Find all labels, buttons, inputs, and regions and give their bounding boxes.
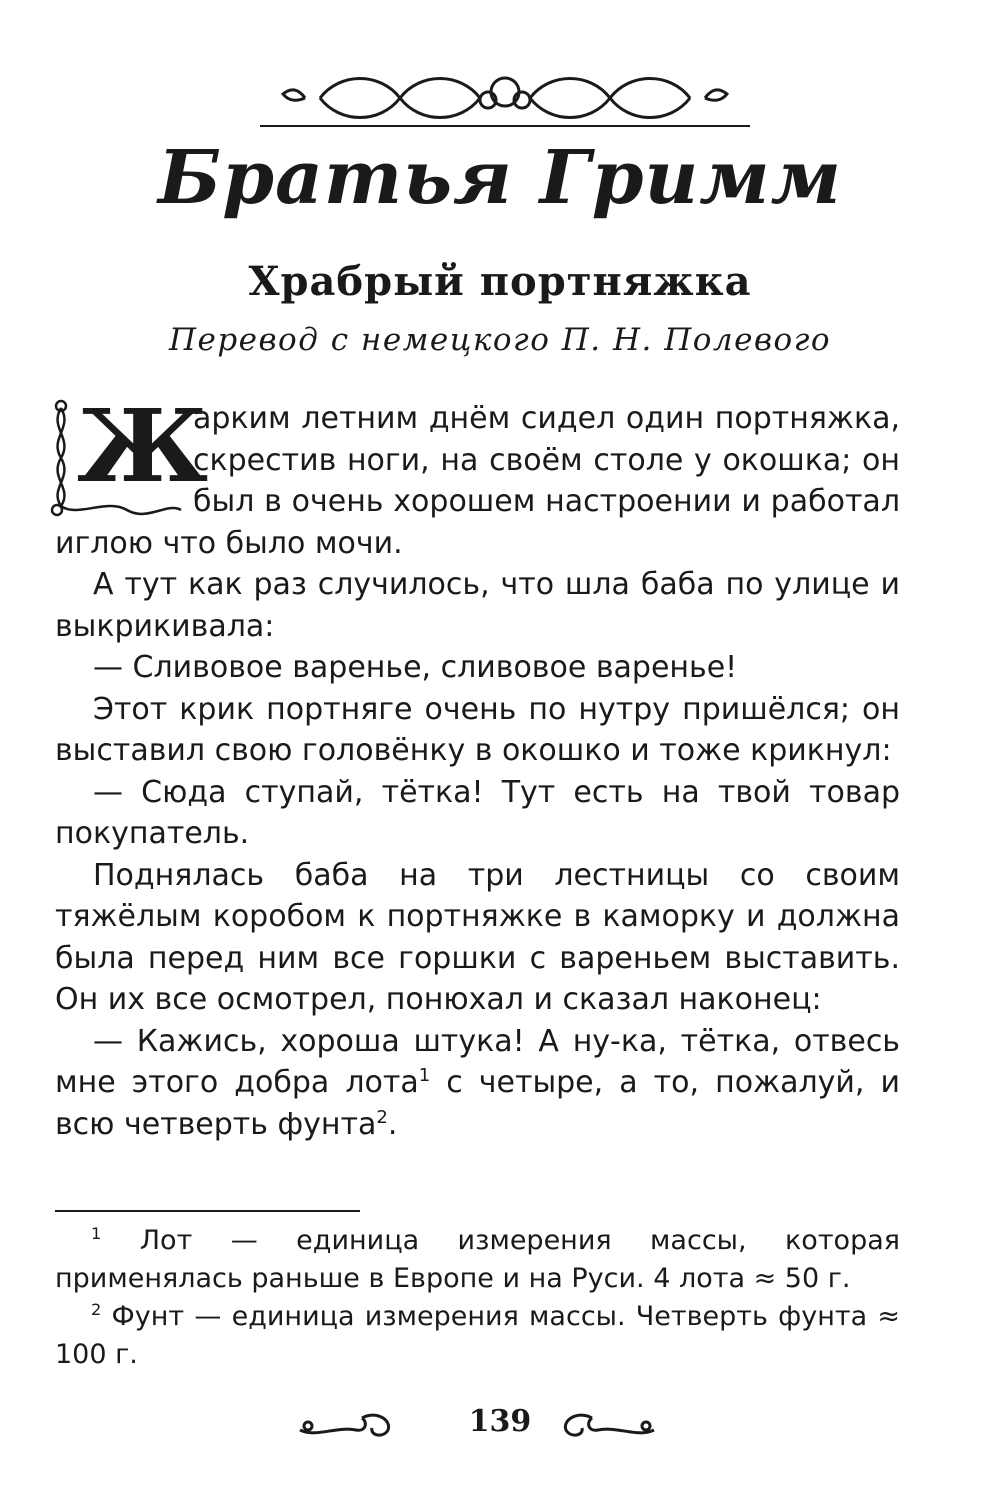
story-title: Храбрый портняжка <box>248 258 752 305</box>
paragraph-1 <box>55 387 900 564</box>
footnote-2 <box>55 1298 900 1374</box>
paragraph-4: Этот крик портняге очень по нутру пришёлся; он выставил свою головёнку в окошко и тоже крикнул: <box>55 691 900 768</box>
paragraph-7-text-c: . <box>387 1106 398 1142</box>
translator-credit: Перевод с немецкого П. Н. Полевого <box>168 322 832 358</box>
footnote-1-text: Лот — единица измерения массы, которая применялась раньше в Европе и на Руси. 4 лота ≈ 50 г. <box>55 1225 900 1294</box>
dropcap-letter: Ж <box>77 387 209 505</box>
paragraph-5: — Сюда ступай, тётка! Тут есть на твой товар покупатель. <box>55 774 900 851</box>
story-text <box>55 387 900 1145</box>
paragraph-7-text-a: — Кажись, хороша штука! А ну-ка, тётка, отвесь мне этого добра лота <box>55 1023 900 1100</box>
paragraph-2: А тут как раз случилось, что шла баба по улице и выкрикивала: <box>55 567 900 644</box>
top-flourish-ornament <box>260 62 750 134</box>
dropcap <box>47 387 209 522</box>
footnote-1-number: 1 <box>91 1224 102 1243</box>
footnote-ref-2: 2 <box>376 1106 388 1128</box>
footnote-1 <box>55 1222 900 1298</box>
footnotes <box>55 1222 900 1374</box>
page-number-right-flourish <box>548 1406 658 1442</box>
footnote-divider <box>55 1210 360 1212</box>
paragraph-1-text: арким летним днём сидел один портняжка, скрестив ноги, на своём столе у окошка; он был в очень хорошем настроении и работал иглою что было мочи. <box>55 401 900 561</box>
footnote-2-number: 2 <box>91 1300 102 1319</box>
paragraph-6: Поднялась баба на три лестницы со своим тяжёлым коробом к портняжке в каморку и должна была перед ним все горшки с вареньем выставить. Он их все осмотрел, понюхал и сказал наконец: <box>55 857 900 1017</box>
page-footer <box>0 1400 1000 1450</box>
paragraph-7-text-b: с четыре, а то, пожалуй, и всю четверть фунта <box>55 1065 900 1142</box>
footnote-ref-1: 1 <box>418 1065 431 1086</box>
footnote-2-text: Фунт — единица измерения массы. Четверть фунта ≈ 100 г. <box>55 1301 900 1370</box>
paragraph-7 <box>55 1021 900 1146</box>
author-heading: Братья Гримм <box>157 135 843 221</box>
page-number: 139 <box>468 1404 532 1439</box>
paragraph-3: — Сливовое варенье, сливовое варенье! <box>93 650 738 685</box>
